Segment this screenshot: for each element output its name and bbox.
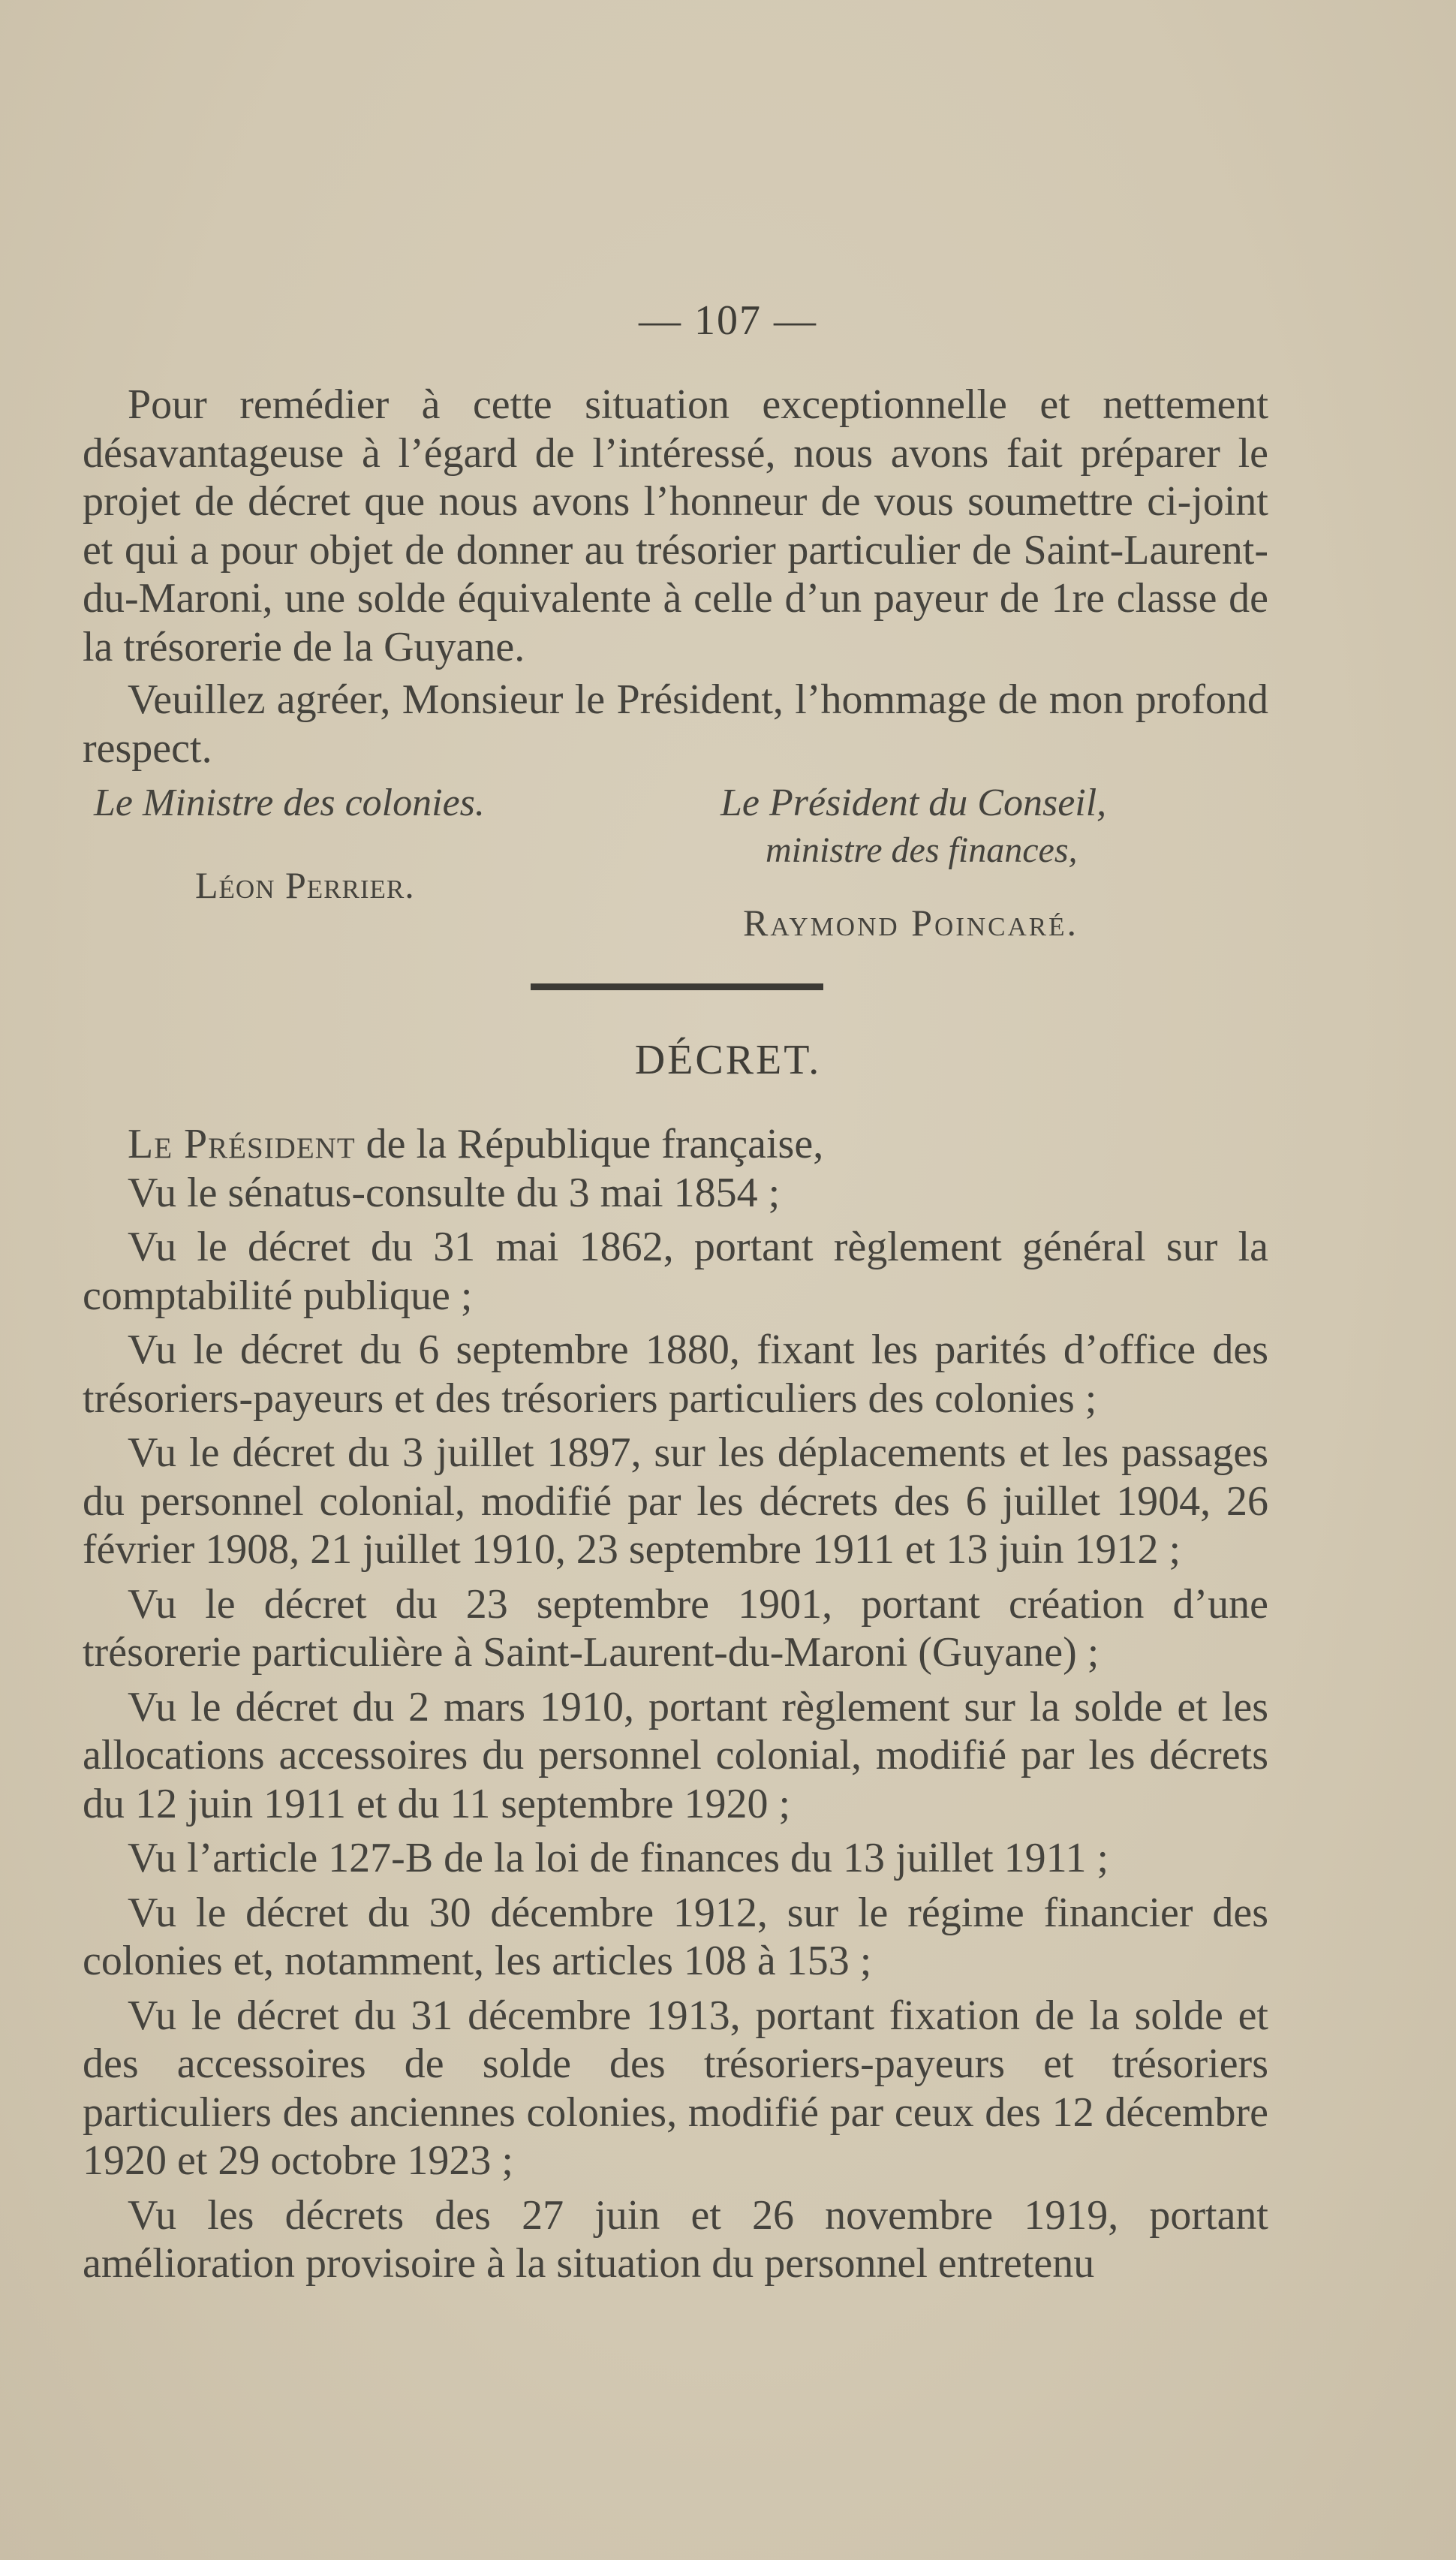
vu-clause-10: Vu les décrets des 27 juin et 26 novembre 1919, portant amélioration provisoire à la situation du personnel entretenu bbox=[83, 2191, 1268, 2287]
signature-left-title: Le Ministre des colonies. bbox=[94, 782, 485, 824]
vu-clause-8: Vu le décret du 30 décembre 1912, sur le régime financier des colonies et, notamment, les articles 108 à 153 ; bbox=[83, 1889, 1268, 1984]
intro-paragraph-2: Veuillez agréer, Monsieur le Président, l’hommage de mon profond respect. bbox=[83, 676, 1268, 772]
vu-clause-5: Vu le décret du 23 septembre 1901, portant création d’une trésorerie particulière à Saint-Laurent-du-Maroni (Guyane) ; bbox=[83, 1580, 1268, 1676]
decret-body bbox=[83, 1120, 1268, 2288]
decret-opening: Le Président de la République française, bbox=[128, 1121, 824, 1167]
vu-clause-3: Vu le décret du 6 septembre 1880, fixant les parités d’office des trésoriers-payeurs et des trésoriers particuliers des colonies ; bbox=[83, 1327, 1268, 1422]
divider-rule bbox=[531, 983, 823, 990]
page-number: — 107 — bbox=[639, 297, 817, 344]
vu-clause-1: Vu le sénatus-consulte du 3 mai 1854 ; bbox=[128, 1169, 781, 1216]
vu-clause-7: Vu l’article 127-B de la loi de finances du 13 juillet 1911 ; bbox=[128, 1835, 1109, 1881]
intro-text bbox=[83, 381, 1268, 773]
signature-right-title-1: Le Président du Conseil, bbox=[720, 782, 1107, 824]
vu-clause-9: Vu le décret du 31 décembre 1913, portant fixation de la solde et des accessoires de solde des trésoriers-payeurs et trésoriers particuliers des anciennes colonies, modifié par ceux des 12 décembre 1920 et 29 octobre 1923 ; bbox=[83, 1992, 1268, 2184]
signature-left-name: Léon Perrier. bbox=[195, 864, 415, 906]
intro-paragraph-1: Pour remédier à cette situation exceptionnelle et nettement désavantageuse à l’égard de l’intéressé, nous avons fait préparer le projet de décret que nous avons l’honneur de vous soumettre ci-joint et qui a pour objet de donner au trésorier particulier de Saint-Laurent-du-Maroni, une solde équivalente à celle d’un payeur de 1re classe de la trésorerie de la Guyane. bbox=[83, 381, 1268, 670]
vu-clause-2: Vu le décret du 31 mai 1862, portant règlement général sur la comptabilité publique ; bbox=[83, 1224, 1268, 1319]
vu-clause-6: Vu le décret du 2 mars 1910, portant règlement sur la solde et les allocations accessoires du personnel colonial, modifié par les décrets du 12 juin 1911 et du 11 septembre 1920 ; bbox=[83, 1683, 1268, 1827]
signature-right-name: Raymond Poincaré. bbox=[743, 902, 1078, 944]
signature-right-title-2: ministre des finances, bbox=[766, 830, 1078, 870]
vu-clause-4: Vu le décret du 3 juillet 1897, sur les déplacements et les passages du personnel colonial, modifié par les décrets des 6 juillet 1904, 26 février 1908, 21 juillet 1910, 23 septembre 1911 et 13 juin 1912 ; bbox=[83, 1429, 1268, 1573]
decret-heading: DÉCRET. bbox=[634, 1037, 822, 1083]
